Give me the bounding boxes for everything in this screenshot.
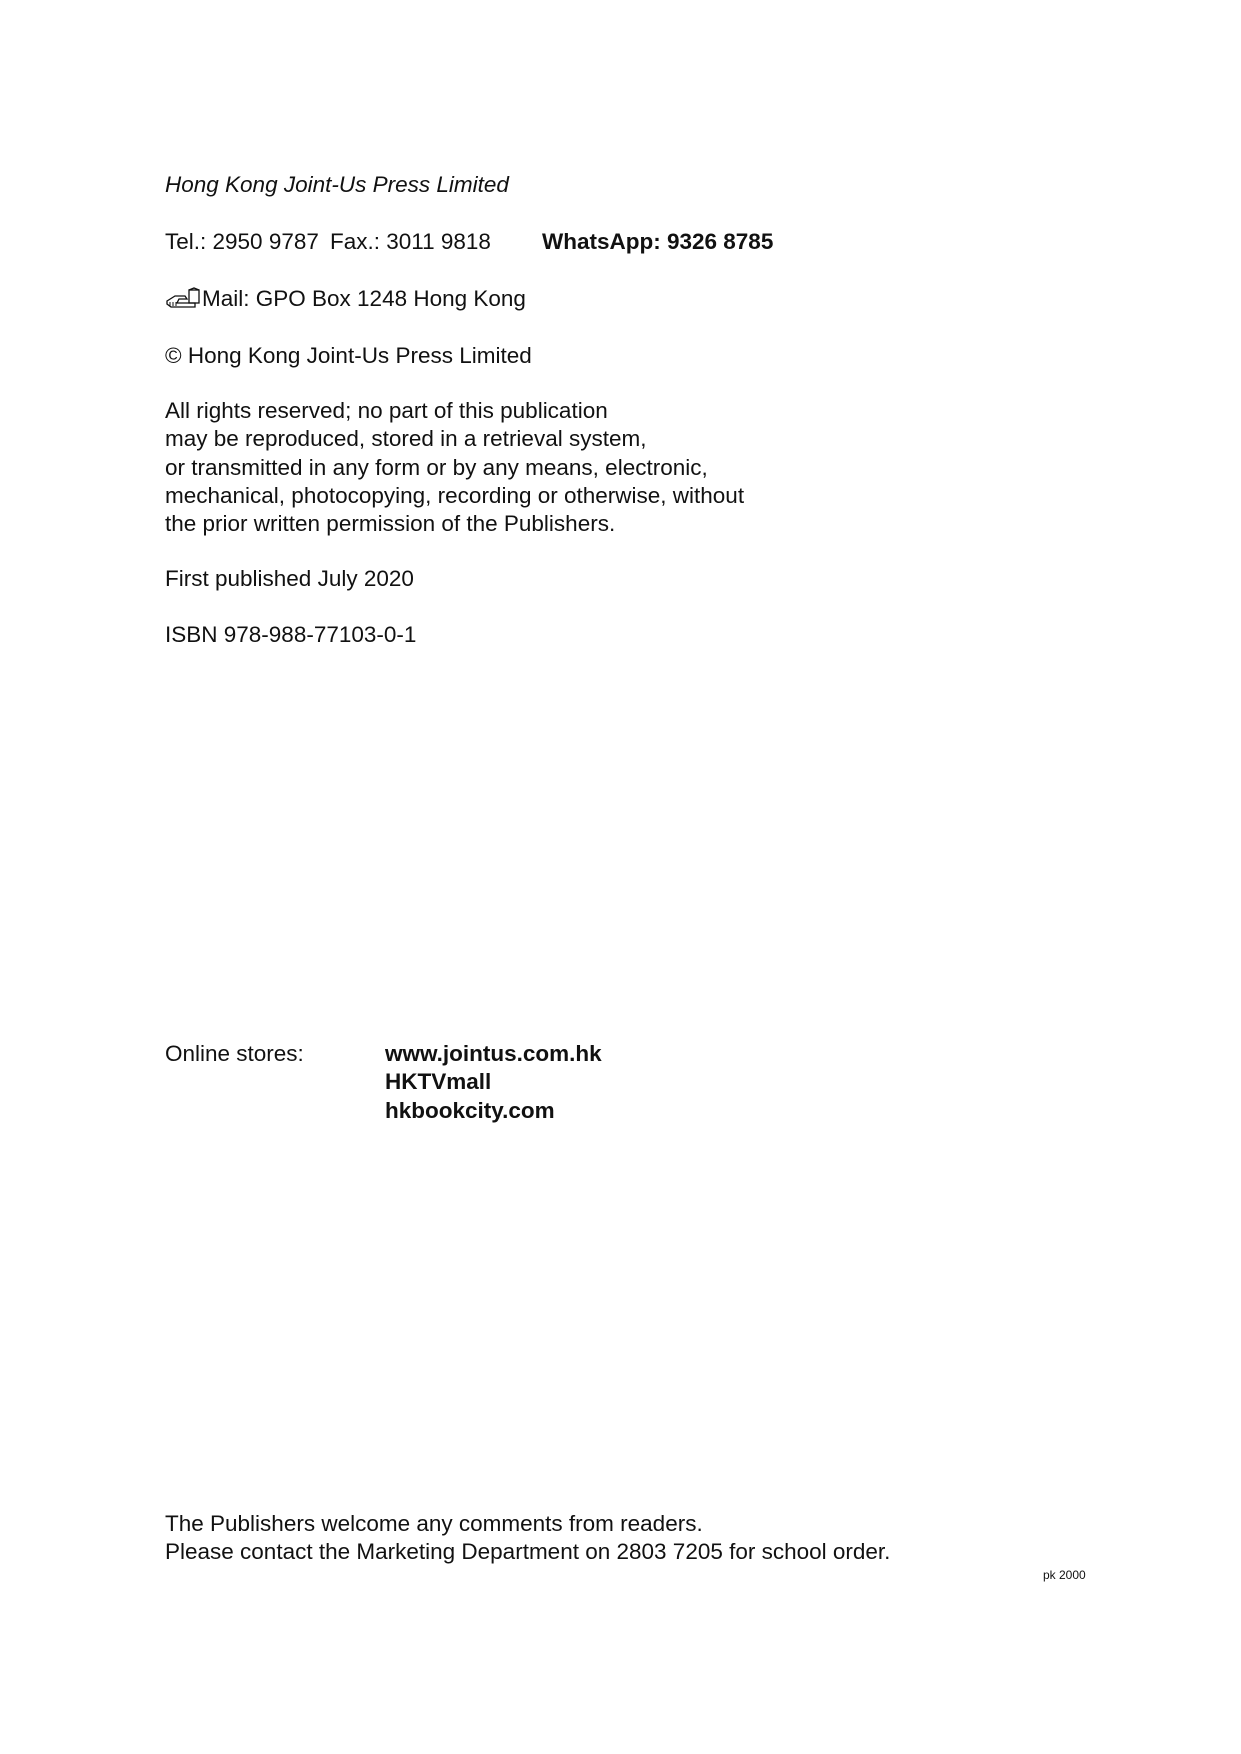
- store-name: HKTVmall: [385, 1069, 492, 1095]
- mail-address: Mail: GPO Box 1248 Hong Kong: [202, 286, 526, 311]
- online-stores-label: Online stores:: [165, 1041, 304, 1066]
- comments-note: [165, 1510, 890, 1567]
- first-published: First published July 2020: [165, 566, 414, 591]
- fax-number: Fax.: 3011 9818: [330, 229, 491, 254]
- store-link[interactable]: www.jointus.com.hk: [385, 1041, 602, 1066]
- comments-line: The Publishers welcome any comments from readers.: [165, 1511, 703, 1536]
- comments-line: Please contact the Marketing Department on 2803 7205 for school order.: [165, 1539, 891, 1565]
- rights-line: or transmitted in any form or by any means, electronic,: [165, 454, 708, 480]
- mail-row: [165, 285, 526, 313]
- isbn: ISBN 978-988-77103-0-1: [165, 622, 417, 647]
- rights-line: the prior written permission of the Publishers.: [165, 511, 616, 537]
- print-code: pk 2000: [1043, 1568, 1086, 1582]
- tel-number: Tel.: 2950 9787: [165, 229, 319, 254]
- rights-line: mechanical, photocopying, recording or otherwise, without: [165, 482, 745, 508]
- rights-line: All rights reserved; no part of this publication: [165, 398, 608, 423]
- store-link[interactable]: hkbookcity.com: [385, 1097, 555, 1123]
- publisher-name: Hong Kong Joint-Us Press Limited: [165, 172, 509, 197]
- rights-line: may be reproduced, stored in a retrieval system,: [165, 426, 647, 452]
- online-stores-list: [385, 1040, 602, 1125]
- copyright-line: © Hong Kong Joint-Us Press Limited: [165, 343, 532, 368]
- mail-icon: [165, 287, 201, 309]
- whatsapp-number: WhatsApp: 9326 8785: [542, 229, 774, 254]
- contact-row: [165, 228, 773, 256]
- rights-statement: [165, 397, 744, 538]
